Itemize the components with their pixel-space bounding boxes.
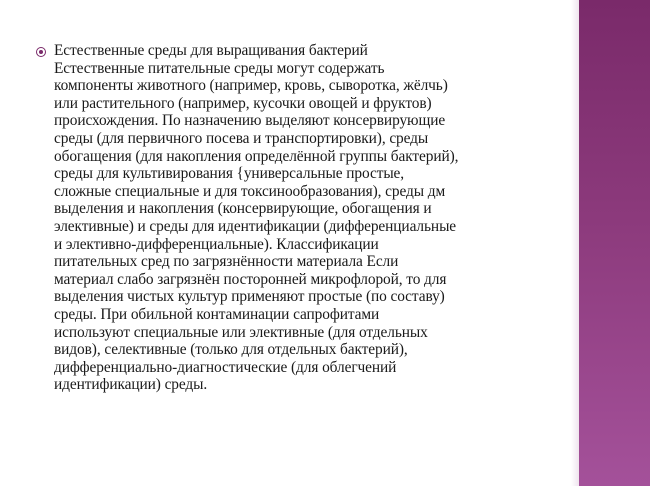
circle-bullet-icon (36, 47, 46, 57)
bullet-paragraph: Естественные среды для выращивания бактерий Естественные питательные среды могут содержать компоненты животного (например, кровь, сыворотка, жёлчь) или растительного (например, кусочки овощей и фруктов) происхождения. По назначению выделяют консервирующие среды (для первичного посева и транспортировки), среды обогащения (для накопления определённой группы бактерий), среды для культивирования {универсальные простые, сложные специальные и для токсинообразования), среды дм выделения и накопления (консервирующие, обогащения и элективные) и среды для идентификации (дифференциальные и элективно-дифференциальные). Классификации питательных сред по загрязнённости материала Если материал слабо загрязнён посторонней микрофлорой, то для выделения чистых культур применяют простые (по составу) среды. При обильной контаминации сапрофитами используют специальные или элективные (для отдельных видов), селективные (только для отдельных бактерий), дифференциально-диагностические (для облегчений идентификации) среды. (54, 42, 459, 394)
decorative-side-panel (579, 0, 650, 486)
slide-content (36, 42, 566, 394)
side-panel-edge (571, 0, 579, 486)
bullet-item (36, 42, 566, 394)
